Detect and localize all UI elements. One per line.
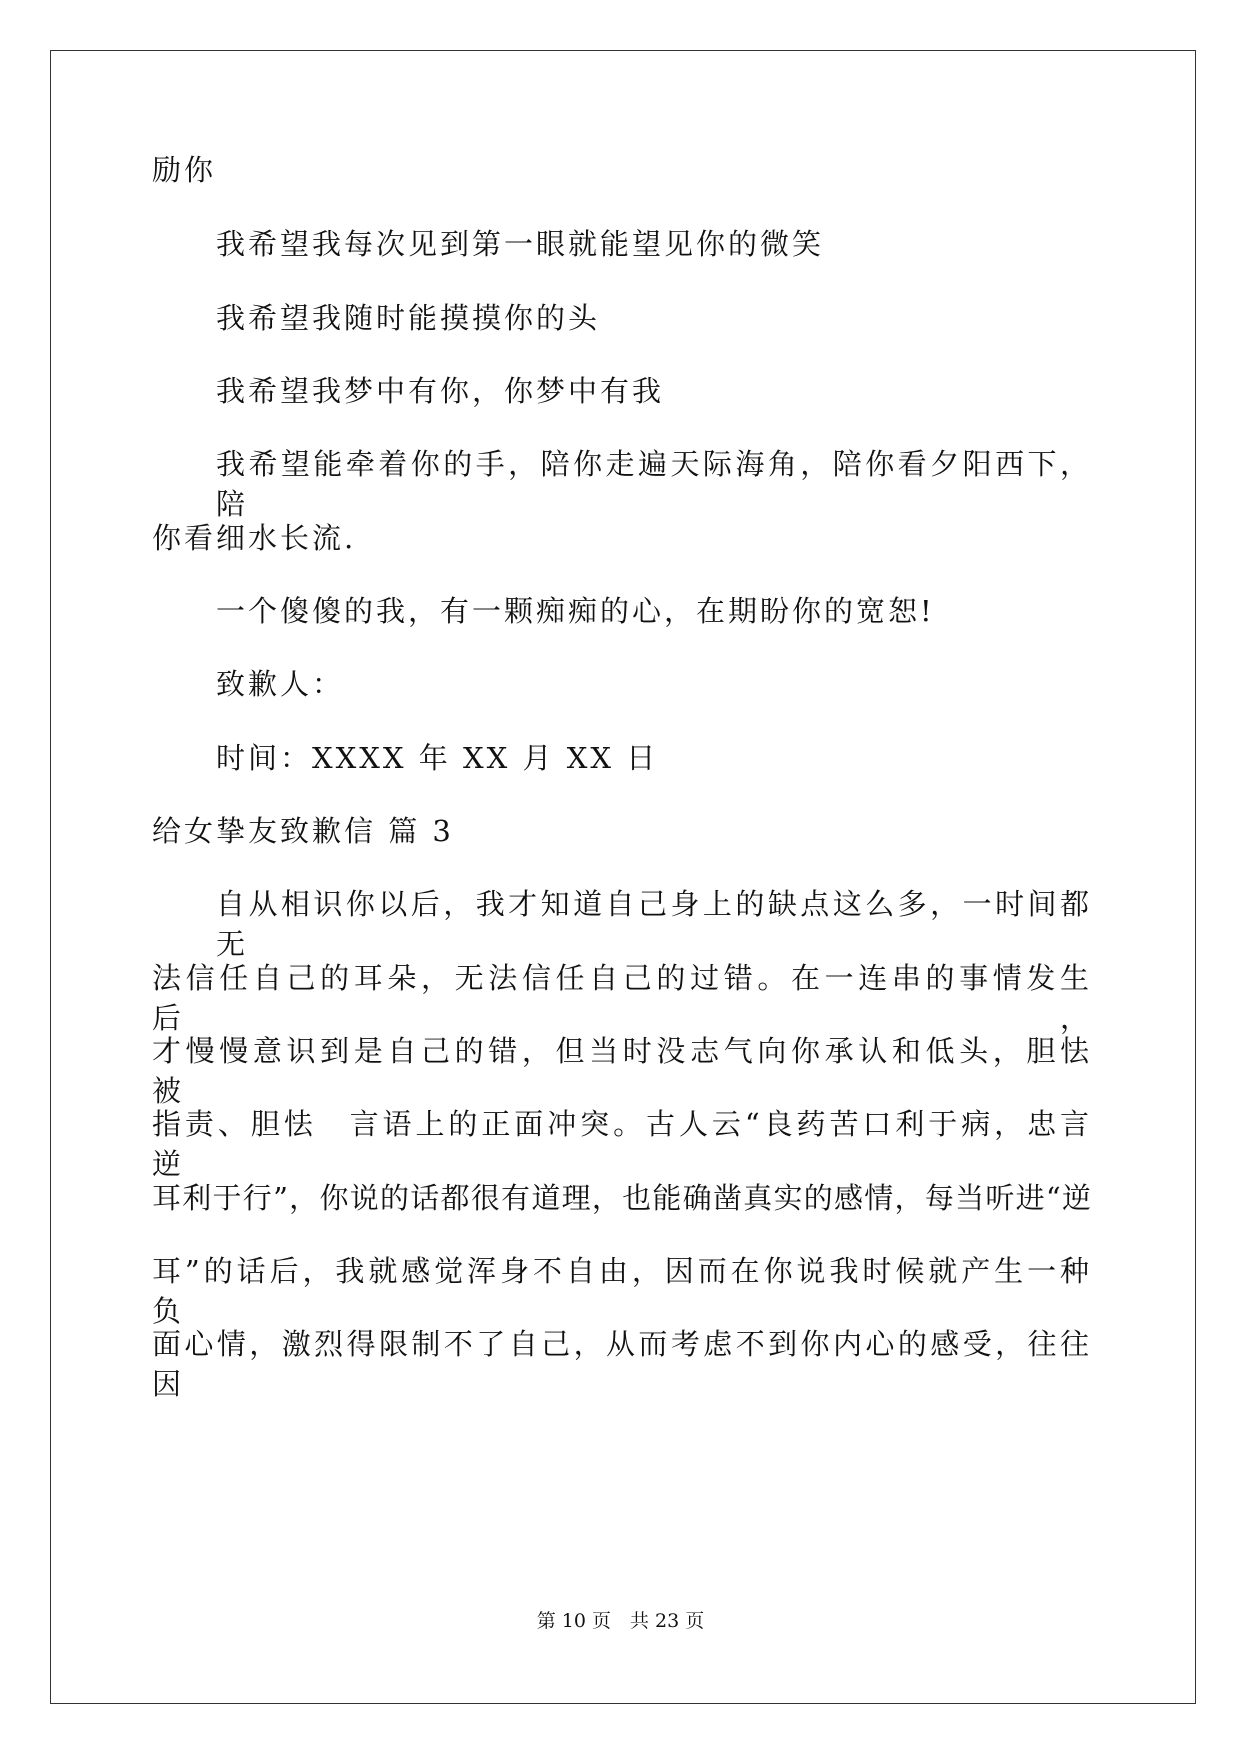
page-number-footer: 第 10 页 共 23 页 [536, 1610, 705, 1632]
text-line: 耳利于行”，你说的话都很有道理，也能确凿真实的感情，每当听进“逆 [152, 1181, 1092, 1215]
text-line: 指责、胆怯 言语上的正面冲突。古人云“良药苦口利于病，忠言逆 [152, 1107, 1092, 1181]
text-line: 自从相识你以后，我才知道自己身上的缺点这么多，一时间都无 [216, 887, 1092, 961]
text-line: 我希望能牵着你的手，陪你走遍天际海角，陪你看夕阳西下，陪 [216, 447, 1092, 521]
text-line: 面心情，激烈得限制不了自己，从而考虑不到你内心的感受，往往因 [152, 1327, 1092, 1401]
text-line: 你看细水长流. [152, 521, 357, 555]
text-line: 我希望我梦中有你，你梦中有我 [216, 374, 665, 408]
text-line: 我希望我每次见到第一眼就能望见你的微笑 [216, 227, 825, 261]
text-line: 励你 [152, 153, 217, 187]
text-line: 才慢慢意识到是自己的错，但当时没志气向你承认和低头，胆怯 被 [152, 1034, 1125, 1108]
text-line: 我希望我随时能摸摸你的头 [216, 301, 601, 335]
text-line: 一个傻傻的我，有一颗痴痴的心，在期盼你的宽恕! [216, 594, 935, 628]
section-heading: 给女挚友致歉信 篇 3 [152, 814, 454, 848]
text-line: 致歉人： [216, 667, 345, 701]
text-line: 时间：XXXX 年 XX 月 XX 日 [216, 741, 659, 775]
text-line: 耳”的话后，我就感觉浑身不自由，因而在你说我时候就产生一种负 [152, 1254, 1092, 1328]
text-line: 法信任自己的耳朵，无法信任自己的过错。在一连串的事情发生后， [152, 961, 1092, 1035]
